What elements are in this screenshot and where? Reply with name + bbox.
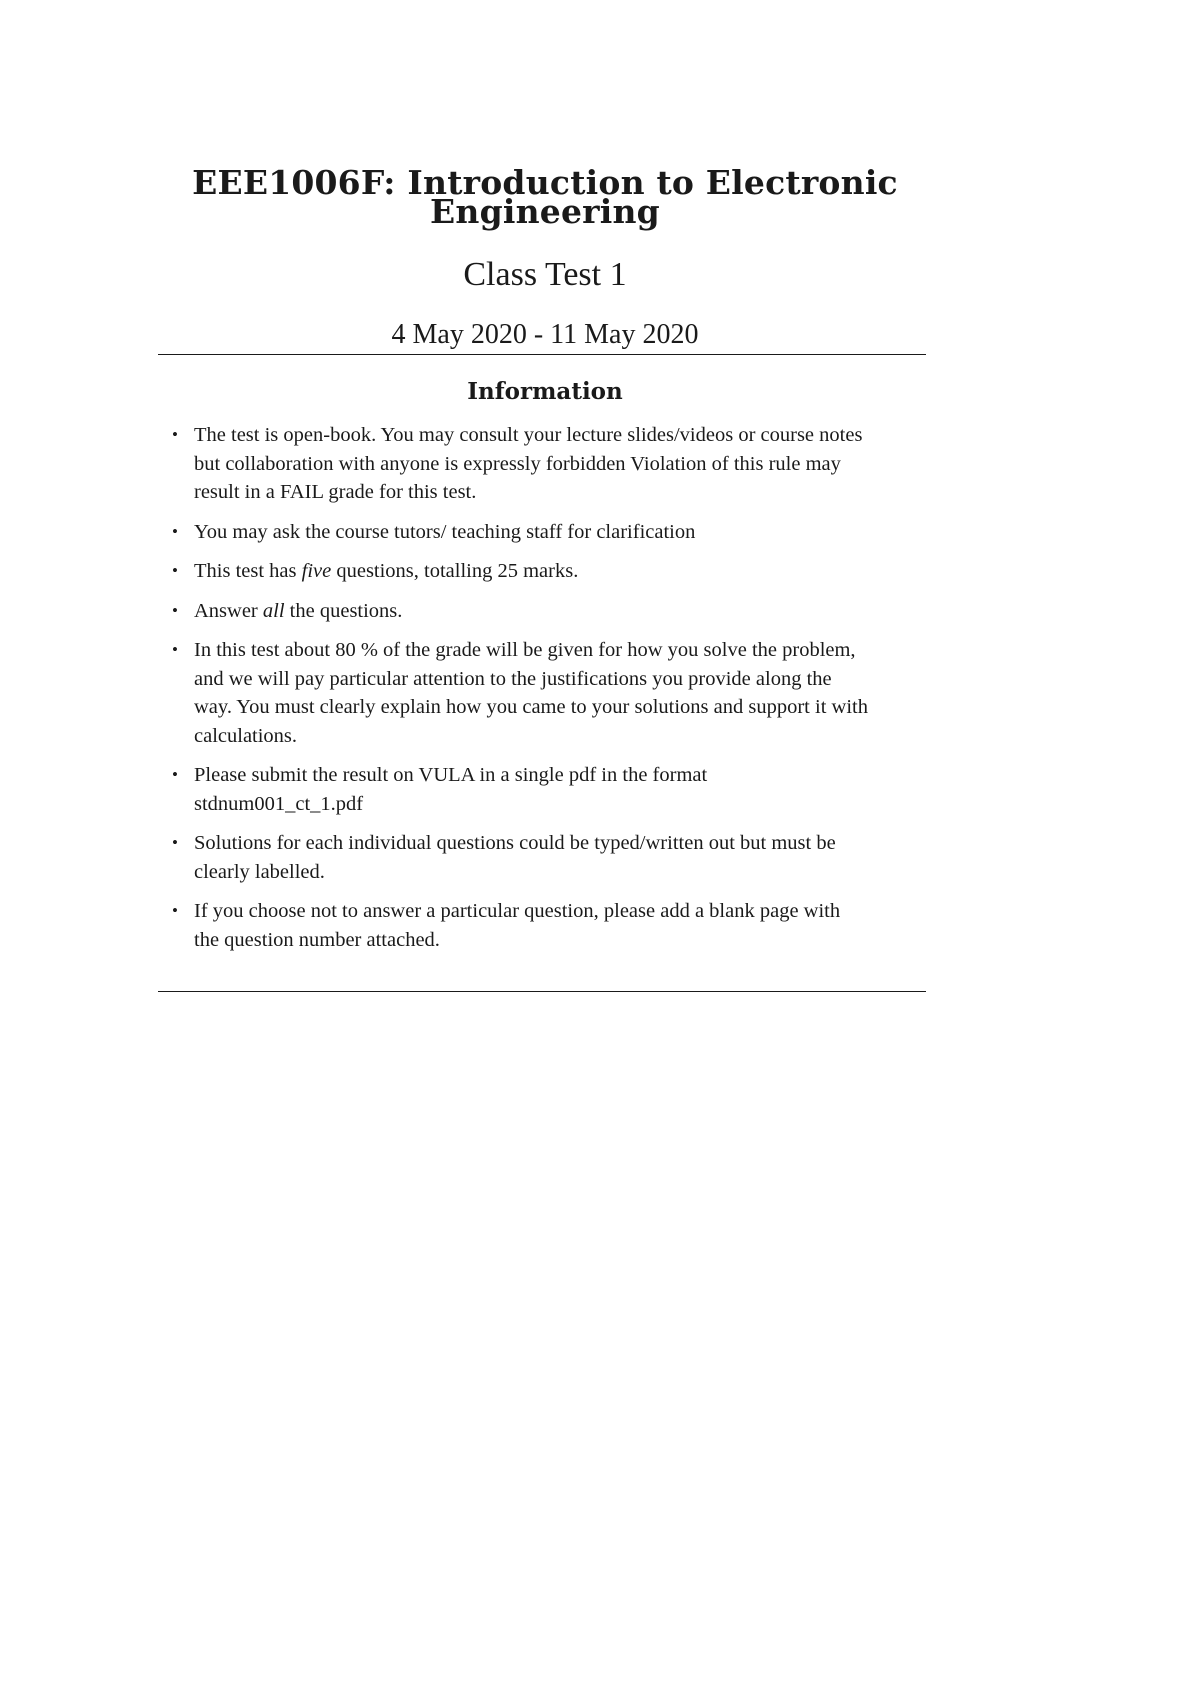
top-rule <box>158 354 926 355</box>
bullet-icon: • <box>172 425 178 444</box>
title-line-1: EEE1006F: Introduction to Electronic <box>192 163 898 202</box>
list-item-line: but collaboration with anyone is expressly forbidden Violation of this rule may <box>194 452 841 475</box>
list-item-emphasis: five <box>301 560 332 582</box>
list-item <box>172 636 932 750</box>
list-item-line: stdnum001_ct_1.pdf <box>194 792 364 815</box>
bottom-rule <box>158 991 926 992</box>
list-item <box>172 597 932 626</box>
list-item-line: If you choose not to answer a particular question, please add a blank page with <box>194 900 841 922</box>
bullet-icon: • <box>172 901 178 920</box>
list-item <box>172 518 932 547</box>
bullet-icon: • <box>172 833 178 852</box>
list-item-text-post: the questions. <box>284 599 403 622</box>
test-dates: 4 May 2020 - 11 May 2020 <box>391 319 699 350</box>
list-item-line <box>194 557 932 586</box>
list-item-line: the question number attached. <box>194 928 440 951</box>
bullet-icon: • <box>172 640 178 659</box>
bullet-icon: • <box>172 561 178 580</box>
bullet-icon: • <box>172 521 178 541</box>
title-line-2: Engineering <box>430 192 660 231</box>
list-item-line: way. You must clearly explain how you came to your solutions and support it with <box>194 696 868 718</box>
list-item-line: calculations. <box>194 724 298 747</box>
list-item <box>172 897 932 954</box>
list-item <box>172 829 932 886</box>
list-item-line: clearly labelled. <box>194 860 325 883</box>
document-subtitle: Class Test 1 <box>463 256 627 293</box>
list-item-text-pre: Answer <box>194 599 263 622</box>
information-heading: Information <box>467 378 623 405</box>
list-item-emphasis: all <box>262 599 285 622</box>
list-item-line: result in a FAIL grade for this test. <box>194 481 477 503</box>
list-item-line: The test is open-book. You may consult your lecture slides/videos or course notes <box>194 424 863 446</box>
list-item <box>172 421 932 507</box>
document-title <box>160 163 930 231</box>
list-item-line <box>194 597 932 626</box>
list-item <box>172 557 932 586</box>
list-item-line: In this test about 80 % of the grade will be given for how you solve the problem, <box>194 639 856 661</box>
information-list <box>172 421 932 965</box>
bullet-icon: • <box>172 600 178 620</box>
list-item-text-pre: This test has <box>194 560 302 582</box>
list-item-line: You may ask the course tutors/ teaching staff for clarification <box>194 520 696 543</box>
list-item-line: and we will pay particular attention to the justifications you provide along the <box>194 667 832 690</box>
list-item <box>172 761 932 818</box>
bullet-icon: • <box>172 765 178 784</box>
list-item-line: Please submit the result on VULA in a single pdf in the format <box>194 764 708 786</box>
list-item-text-post: questions, totalling 25 marks. <box>331 560 579 582</box>
list-item-line: Solutions for each individual questions could be typed/written out but must be <box>194 832 836 854</box>
